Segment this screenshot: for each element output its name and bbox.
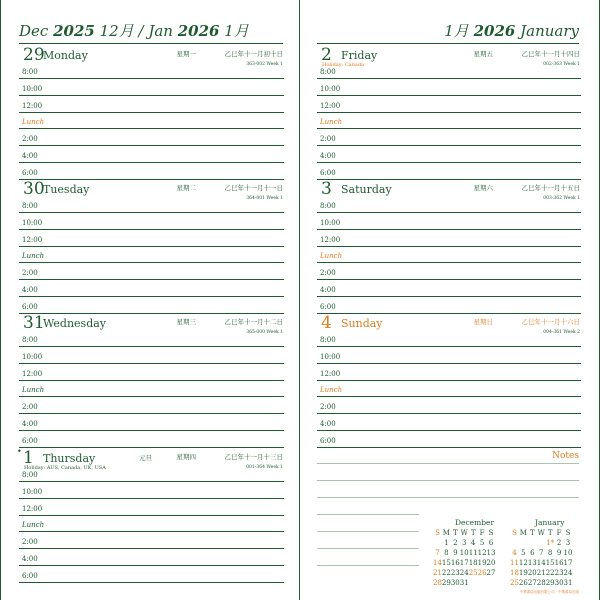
time-slot[interactable]	[317, 213, 581, 230]
calendar-day: 2	[453, 539, 458, 547]
calendar-day: 5	[479, 539, 485, 547]
calendar-weekday-header: W	[460, 529, 468, 537]
day-name: Saturday	[341, 183, 392, 196]
time-label: 4:00	[22, 419, 38, 428]
time-label: 6:00	[320, 302, 336, 311]
time-label: 10:00	[22, 487, 43, 496]
time-label: 10:00	[22, 84, 43, 93]
time-label: 4:00	[22, 151, 38, 160]
time-slot[interactable]	[19, 566, 284, 583]
calendar-day: 12	[518, 559, 528, 567]
time-slot[interactable]	[19, 397, 284, 414]
time-label: 2:00	[320, 403, 336, 412]
time-label: 2:00	[22, 538, 38, 547]
time-slot[interactable]	[19, 247, 284, 264]
time-slot[interactable]	[317, 163, 581, 180]
time-label: 6:00	[22, 436, 38, 445]
time-slots	[317, 188, 581, 314]
time-label: 12:00	[320, 101, 341, 110]
time-slot[interactable]	[19, 96, 284, 113]
right-page-title: 1月 2026 January	[444, 22, 579, 40]
day-number: 29	[23, 45, 45, 65]
left-page	[0, 0, 299, 600]
lunar-date: 乙巳年十一月初十日	[224, 50, 283, 58]
time-label: 8:00	[320, 336, 336, 344]
day-number: 1	[23, 448, 34, 468]
time-slot[interactable]	[19, 213, 284, 230]
calendar-weekday-header: T	[470, 529, 476, 537]
day-name: Friday	[341, 49, 378, 62]
time-slots	[317, 322, 581, 448]
time-label: 2:00	[22, 269, 38, 278]
calendar-month-name: December	[455, 518, 495, 527]
lunch-label: Lunch	[320, 252, 343, 261]
lunar-date: 乙巳年十一月十四日	[521, 50, 580, 58]
lunch-label: Lunch	[22, 252, 45, 261]
time-label: 10:00	[22, 218, 43, 227]
calendar-day: 28	[433, 579, 442, 587]
time-slot[interactable]	[317, 54, 581, 79]
time-slot[interactable]	[317, 414, 581, 431]
time-slot[interactable]	[19, 482, 284, 499]
day-block	[317, 45, 581, 177]
notes-line[interactable]	[317, 548, 419, 549]
time-slot[interactable]	[317, 322, 581, 347]
time-slot[interactable]	[19, 414, 284, 431]
day-name: Tuesday	[43, 183, 90, 196]
calendar-weekday-header: F	[479, 529, 485, 537]
calendar-day	[469, 578, 478, 588]
time-label: 8:00	[22, 336, 38, 344]
calendar-day: 17	[563, 559, 573, 567]
time-label: 8:00	[22, 202, 38, 210]
time-slot[interactable]	[317, 230, 581, 247]
time-slot[interactable]	[19, 516, 284, 533]
week-info: 002-363 Week 1	[543, 62, 580, 67]
calendar-day	[528, 538, 537, 548]
lunar-date: 乙巳年十一月十三日	[224, 453, 283, 461]
time-slot[interactable]	[317, 280, 581, 297]
calendar-day	[537, 538, 546, 548]
time-label: 6:00	[22, 168, 38, 177]
time-slot[interactable]	[19, 381, 284, 398]
time-label: 8:00	[22, 68, 38, 76]
calendar-day: 9	[453, 549, 458, 557]
calendar-day: 22	[441, 569, 451, 577]
calendar-day: 31	[459, 579, 469, 587]
time-slot[interactable]	[317, 146, 581, 163]
time-slot[interactable]	[19, 230, 284, 247]
calendar-day: 8	[547, 549, 553, 557]
calendar-month-name: January	[535, 518, 565, 527]
time-slot[interactable]	[19, 146, 284, 163]
time-slots	[19, 188, 284, 314]
time-slot[interactable]	[19, 457, 284, 482]
calendar-day: 30	[554, 579, 564, 587]
chinese-weekday: 星期五	[473, 50, 493, 58]
time-label: 8:00	[320, 68, 336, 76]
chinese-weekday: 星期一	[176, 50, 196, 58]
time-slots	[317, 54, 581, 180]
day-block	[317, 313, 581, 445]
calendar-day: 25	[510, 579, 519, 587]
time-label: 10:00	[320, 84, 341, 93]
time-label: 6:00	[22, 571, 38, 580]
calendar-day: 9	[556, 549, 562, 557]
calendar-day: 20	[527, 569, 537, 577]
calendar-day: 1*	[546, 539, 555, 547]
time-label: 2:00	[320, 269, 336, 278]
calendar-day: 24	[459, 569, 469, 577]
chinese-weekday: 星期三	[176, 318, 196, 326]
calendar-day: 8	[444, 549, 449, 557]
chinese-weekday: 星期六	[473, 184, 493, 192]
calendar-day: 11	[468, 549, 478, 557]
calendar-weekday-header: M	[442, 529, 450, 537]
notes-line[interactable]	[317, 463, 579, 464]
bullet-marker: •	[17, 447, 22, 456]
time-label: 12:00	[22, 369, 43, 378]
time-slot[interactable]	[19, 549, 284, 566]
time-label: 6:00	[320, 436, 336, 445]
time-label: 4:00	[320, 151, 336, 160]
calendar-day: 16	[450, 559, 460, 567]
day-number: 31	[23, 313, 45, 333]
day-block	[17, 447, 284, 580]
time-slots	[19, 54, 284, 180]
calendar-day	[433, 538, 442, 548]
title-rule	[19, 43, 283, 44]
time-slot[interactable]	[317, 364, 581, 381]
day-block	[19, 313, 284, 445]
calendar-day: 18	[510, 569, 519, 577]
time-slot[interactable]	[19, 129, 284, 146]
time-slot[interactable]	[317, 188, 581, 213]
time-label: 12:00	[22, 235, 43, 244]
time-slot[interactable]	[19, 431, 284, 448]
notes-line[interactable]	[317, 480, 579, 481]
calendar-day: 27	[527, 579, 537, 587]
calendar-day: 25	[468, 569, 478, 577]
calendar-day: 20	[486, 559, 496, 567]
holiday-label: Holiday: Canada	[322, 62, 365, 68]
time-label: 12:00	[22, 504, 43, 513]
notes-line[interactable]	[317, 531, 419, 532]
calendar-weekday-header: T	[529, 529, 535, 537]
time-slots	[19, 457, 284, 583]
calendar-day: 19	[477, 559, 487, 567]
week-info: 364-001 Week 1	[246, 196, 283, 201]
time-slots	[19, 322, 284, 448]
time-label: 10:00	[320, 352, 341, 361]
calendar-day: 15	[545, 559, 555, 567]
time-slot[interactable]	[317, 263, 581, 280]
calendar-day: 10	[563, 549, 573, 557]
calendar-weekday-header: S	[435, 529, 440, 537]
calendar-day: 22	[545, 569, 555, 577]
calendar-weekday-header: S	[565, 529, 571, 537]
day-block	[317, 179, 581, 311]
holiday-label: Holiday: AUS, Canada, UK, USA	[24, 465, 106, 471]
calendar-day: 29	[441, 579, 451, 587]
time-label: 10:00	[320, 218, 341, 227]
time-slot[interactable]	[317, 397, 581, 414]
calendar-day: 5	[521, 549, 526, 557]
time-label: 12:00	[320, 235, 341, 244]
time-label: 4:00	[22, 285, 38, 294]
calendar-grid	[433, 528, 495, 588]
time-label: 8:00	[320, 202, 336, 210]
time-slot[interactable]	[19, 188, 284, 213]
lunch-label: Lunch	[22, 521, 45, 530]
calendar-day: 6	[488, 539, 494, 547]
calendar-day: 28	[536, 579, 546, 587]
day-number: 30	[23, 179, 45, 199]
calendar-weekday-header: F	[556, 529, 562, 537]
time-slot[interactable]	[317, 297, 581, 314]
calendar-weekday-header: T	[452, 529, 458, 537]
left-page-title: Dec 2025 12月 / Jan 2026 1月	[19, 22, 249, 40]
calendar-day: 4	[512, 549, 517, 557]
time-slot[interactable]	[317, 96, 581, 113]
time-slot[interactable]	[19, 54, 284, 79]
week-info: 004-361 Week 2	[543, 330, 580, 335]
publisher-text: 中華書局出版有限公司 · 中華書局出版	[519, 590, 579, 594]
lunch-label: Lunch	[22, 118, 45, 127]
lunch-label: Lunch	[22, 386, 45, 395]
calendar-day: 29	[545, 579, 555, 587]
time-label: 8:00	[22, 471, 38, 479]
festival-label: 元旦	[139, 454, 152, 462]
right-page	[299, 0, 600, 600]
time-slot[interactable]	[317, 381, 581, 398]
calendar-weekday-header: M	[519, 529, 527, 537]
calendar-day: 17	[459, 559, 469, 567]
title-rule	[317, 43, 579, 44]
calendar-day: 18	[468, 559, 478, 567]
time-slot[interactable]	[317, 431, 581, 448]
time-slot[interactable]	[19, 347, 284, 364]
day-block	[19, 179, 284, 311]
calendar-day: 21	[433, 569, 442, 577]
day-number: 4	[321, 313, 332, 333]
lunar-date: 乙巳年十一月十一日	[224, 184, 283, 192]
notes-line[interactable]	[317, 565, 419, 566]
time-label: 6:00	[320, 168, 336, 177]
calendar-day: 4	[470, 539, 476, 547]
day-block	[19, 45, 284, 177]
time-label: 4:00	[320, 285, 336, 294]
time-slot[interactable]	[19, 280, 284, 297]
week-info: 365-000 Week 1	[246, 330, 283, 335]
calendar-day: 7	[435, 549, 440, 557]
time-slot[interactable]	[19, 297, 284, 314]
calendar-day	[519, 538, 528, 548]
time-label: 4:00	[320, 419, 336, 428]
day-number: 2	[321, 45, 332, 65]
calendar-day: 26	[518, 579, 528, 587]
notes-label: Notes	[552, 451, 579, 461]
week-info: 363-002 Week 1	[246, 62, 283, 67]
calendar-day: 24	[563, 569, 573, 577]
lunar-date: 乙巳年十一月十六日	[521, 318, 580, 326]
time-slot[interactable]	[317, 129, 581, 146]
chinese-weekday: 星期四	[176, 453, 196, 461]
time-label: 10:00	[22, 352, 43, 361]
calendar-day: 3	[565, 539, 571, 547]
calendar-day: 3	[461, 539, 467, 547]
day-name: Wednesday	[43, 317, 107, 330]
calendar-day: 19	[518, 569, 528, 577]
calendar-day: 13	[527, 559, 537, 567]
calendar-day: 7	[538, 549, 544, 557]
day-name: Sunday	[341, 317, 383, 330]
calendar-day	[487, 578, 496, 588]
time-label: 2:00	[22, 135, 38, 144]
week-info: 003-362 Week 1	[543, 196, 580, 201]
time-slot[interactable]	[19, 163, 284, 180]
calendar-day: 30	[450, 579, 460, 587]
calendar-day: 13	[486, 549, 496, 557]
time-label: 2:00	[22, 403, 38, 412]
calendar-day: 14	[536, 559, 546, 567]
calendar-weekday-header: S	[488, 529, 494, 537]
lunar-date: 乙巳年十一月十二日	[224, 318, 283, 326]
calendar-weekday-header: S	[512, 529, 517, 537]
calendar-day	[510, 538, 519, 548]
chinese-weekday: 星期日	[473, 318, 493, 326]
calendar-grid	[510, 528, 572, 588]
calendar-day: 1	[444, 539, 449, 547]
calendar-day: 10	[459, 549, 469, 557]
calendar-day	[478, 578, 487, 588]
calendar-day: 23	[450, 569, 460, 577]
calendar-day: 11	[510, 559, 519, 567]
calendar-day: 21	[536, 569, 546, 577]
calendar-day: 14	[433, 559, 442, 567]
time-slot[interactable]	[19, 364, 284, 381]
lunch-label: Lunch	[320, 118, 343, 127]
calendar-weekday-header: W	[537, 529, 545, 537]
time-slot[interactable]	[19, 263, 284, 280]
lunar-date: 乙巳年十一月十五日	[521, 184, 580, 192]
time-slot[interactable]	[19, 79, 284, 96]
calendar-day: 27	[486, 569, 496, 577]
day-name: Thursday	[43, 452, 96, 465]
time-slot[interactable]	[317, 113, 581, 130]
calendar-day: 15	[441, 559, 451, 567]
time-slot[interactable]	[19, 322, 284, 347]
calendar-day: 26	[477, 569, 487, 577]
calendar-day: 2	[556, 539, 562, 547]
calendar-day: 31	[563, 579, 573, 587]
time-label: 4:00	[22, 554, 38, 563]
notes-line[interactable]	[317, 497, 579, 498]
time-label: 12:00	[320, 369, 341, 378]
time-slot[interactable]	[19, 499, 284, 516]
time-slot[interactable]	[317, 79, 581, 96]
calendar-day: 23	[554, 569, 564, 577]
day-name: Monday	[43, 49, 88, 62]
lunch-label: Lunch	[320, 386, 343, 395]
time-label: 12:00	[22, 101, 43, 110]
time-slot[interactable]	[19, 532, 284, 549]
week-info: 001-364 Week 1	[246, 465, 283, 470]
chinese-weekday: 星期二	[176, 184, 196, 192]
time-slot[interactable]	[317, 247, 581, 264]
time-slot[interactable]	[19, 113, 284, 130]
notes-line[interactable]	[317, 514, 419, 515]
time-slot[interactable]	[317, 347, 581, 364]
time-label: 2:00	[320, 135, 336, 144]
calendar-day: 16	[554, 559, 564, 567]
calendar-day: 6	[530, 549, 535, 557]
calendar-weekday-header: T	[547, 529, 553, 537]
calendar-day: 12	[477, 549, 487, 557]
time-label: 6:00	[22, 302, 38, 311]
day-number: 3	[321, 179, 332, 199]
